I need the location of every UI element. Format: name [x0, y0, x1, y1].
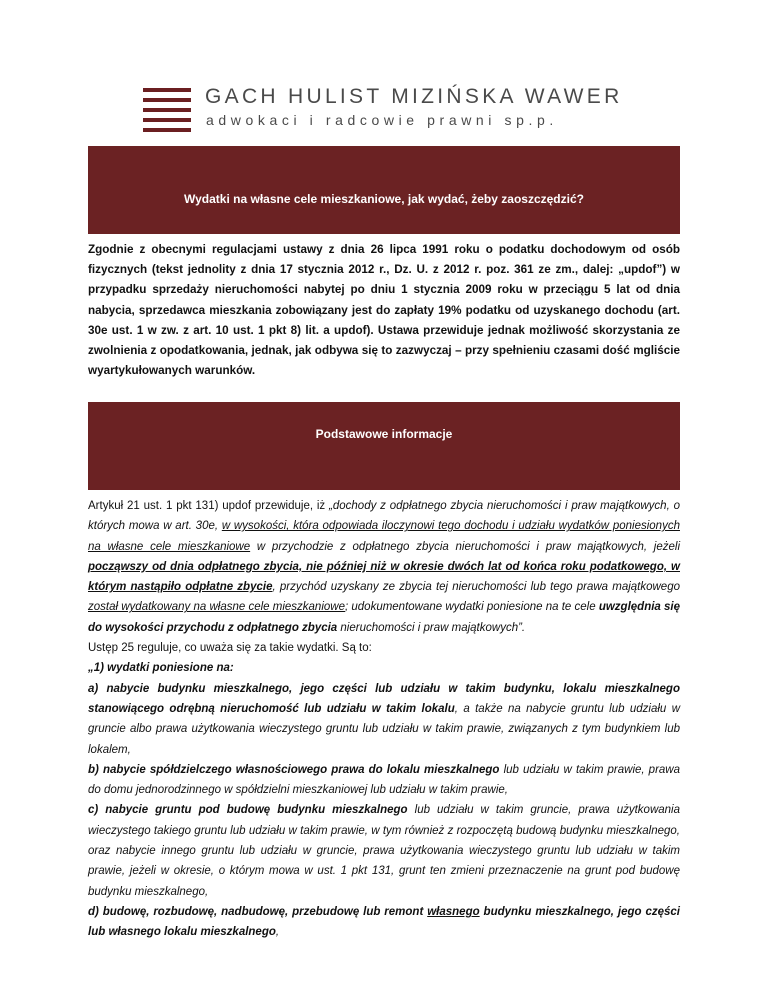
company-subtitle: adwokaci i radcowie prawni sp.p. — [206, 112, 558, 128]
section-title: Podstawowe informacje — [315, 427, 453, 441]
list-item-1: „1) wydatki poniesione na: — [88, 662, 234, 675]
list-item-c: c) nabycie gruntu pod budowę budynku mieszkalnego lub udziału w takim gruncie, prawa użytkowania wieczystego takiego gruntu lub udziału w takim prawie, w tym również z rozpoczętą budową budynku mieszkalnego, oraz nabycie innego gruntu lub udziału w gruncie, prawa użytkowania wieczystego gruntu lub udziału w takim prawie, jeżeli w okresie, o którym mowa w ust. 1 pkt 131, grunt ten zmieni przeznaczenie na grunt pod budowę budynku mieszkalnego, — [88, 804, 681, 898]
section-banner — [88, 402, 680, 490]
body-text — [88, 496, 680, 943]
list-item-d: d) budowę, rozbudowę, nadbudowę, przebudowę lub remont własnego budynku mieszkalnego, jego części lub własnego lokalu mieszkalnego, — [88, 905, 681, 939]
intro-paragraph: Zgodnie z obecnymi regulacjami ustawy z dnia 26 lipca 1991 roku o podatku dochodowym od osób fizycznych (tekst jednolity z dnia 17 stycznia 2012 r., Dz. U. z 2012 r. poz. 361 ze zm., dalej: „updof”) w przypadku sprzedaży nieruchomości nabytej po dniu 1 stycznia 2009 roku w przeciągu 5 lat od dnia nabycia, sprzedawca mieszkania zobowiązany jest do zapłaty 19% podatku od uzyskanego dochodu (art. 30e ust. 1 w zw. z art. 10 ust. 1 pkt 8) lit. a updof). Ustawa przewiduje jednak możliwość skorzystania ze zwolnienia z opodatkowania, jednak, jak odbywa się to zazwyczaj – przy spełnieniu czasami dość mgliście wyartykułowanych warunków. — [88, 243, 680, 378]
logo-stripes-icon — [143, 88, 191, 132]
list-item-a: a) nabycie budynku mieszkalnego, jego części lub udziału w takim budynku, lokalu mieszkalnego stanowiącego odrębną nieruchomość lub udziału w takim lokalu, a także na nabycie gruntu lub udziału w gruncie albo prawa użytkowania wieczystego gruntu lub udziału w takim prawie, związanych z tym budynkiem lub lokalem, — [88, 682, 680, 756]
art21-paragraph: Artykuł 21 ust. 1 pkt 131) updof przewiduje, iż „dochody z odpłatnego zbycia nieruchomości i praw majątkowych, o których mowa w art. 30e, w wysokości, która odpowiada iloczynowi tego dochodu i udziału wydatków poniesionych na własne cele mieszkaniowe w przychodzie z odpłatnego zbycia nieruchomości i praw majątkowych, jeżeli począwszy od dnia odpłatnego zbycia, nie później niż w okresie dwóch lat od końca roku podatkowego, w którym nastąpiło odpłatne zbycie, przychód uzyskany ze zbycia tej nieruchomości lub tego prawa majątkowego został wydatkowany na własne cele mieszkaniowe; udokumentowane wydatki poniesione na te cele uwzględnia się do wysokości przychodu z odpłatnego zbycia nieruchomości i praw majątkowych”. — [88, 500, 680, 634]
list-item-b: b) nabycie spółdzielczego własnościowego prawa do lokalu mieszkalnego lub udziału w takim prawie, prawa do domu jednorodzinnego w spółdzielni mieszkaniowej lub udziału w takim prawie, — [88, 763, 681, 797]
document-title: Wydatki na własne cele mieszkaniowe, jak wydać, żeby zaoszczędzić? — [184, 192, 584, 206]
ust25-paragraph: Ustęp 25 reguluje, co uważa się za takie wydatki. Są to: — [88, 642, 372, 655]
title-banner — [88, 146, 680, 234]
company-name: GACH HULIST MIZIŃSKA WAWER — [205, 85, 623, 108]
